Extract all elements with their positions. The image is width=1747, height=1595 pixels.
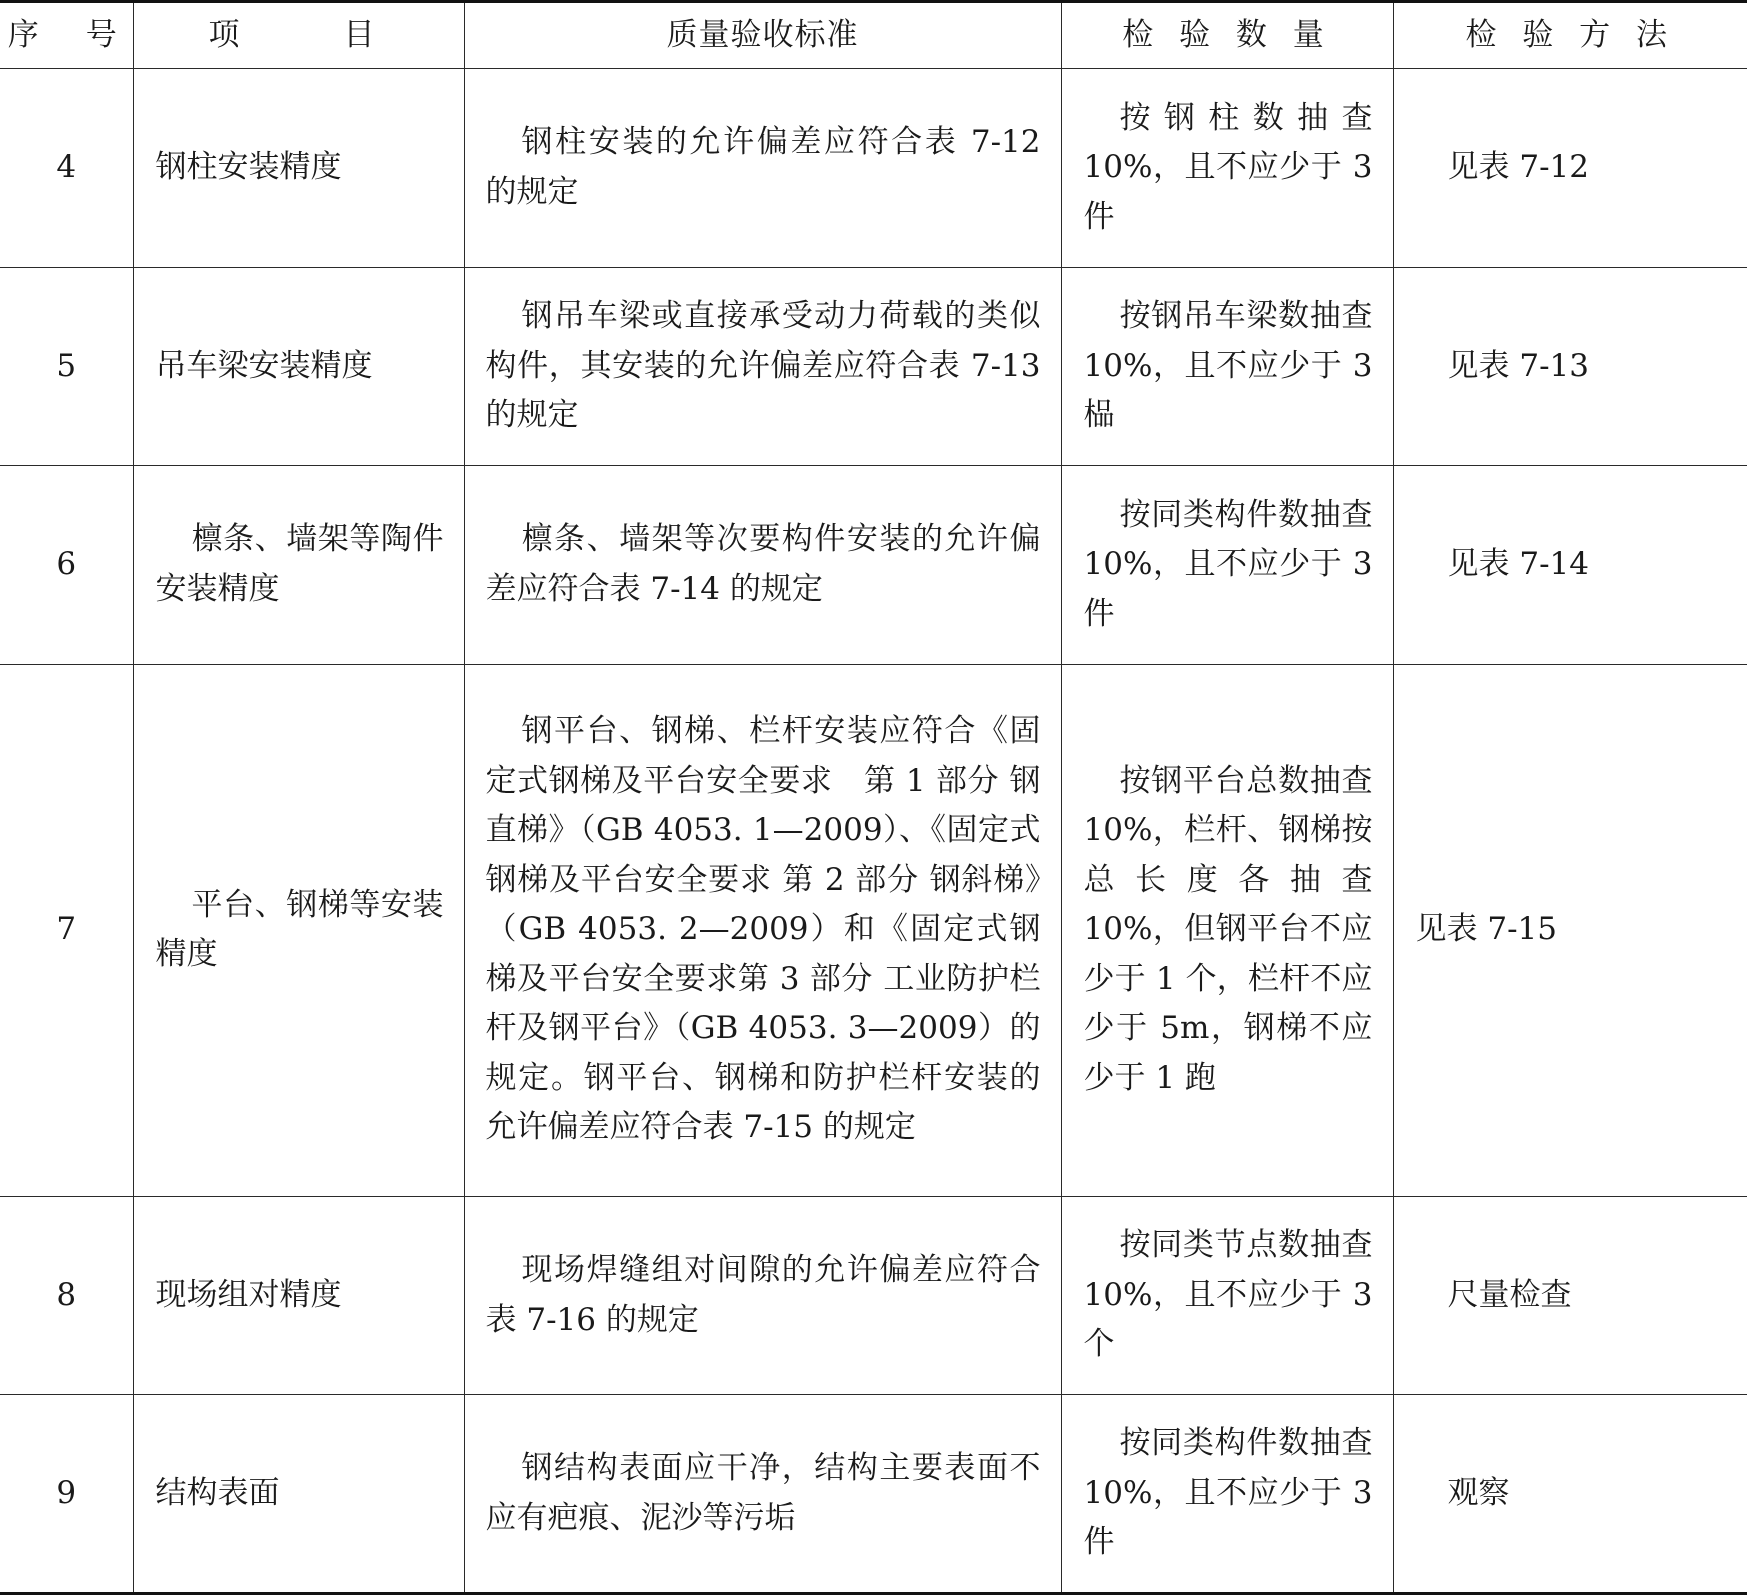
row-standard: 钢结构表面应干净，结构主要表面不应有疤痕、泥沙等污垢 [464, 1395, 1061, 1594]
row-quantity: 按同类构件数抽查 10%，且不应少于 3 件 [1061, 466, 1393, 665]
row-method: 见表 7-12 [1393, 69, 1747, 268]
table-row [0, 1196, 1747, 1395]
table-row [0, 1395, 1747, 1594]
header-quantity: 检 验 数 量 [1061, 2, 1393, 69]
row-item: 钢柱安装精度 [133, 69, 464, 268]
row-method: 见表 7-14 [1393, 466, 1747, 665]
table-row [0, 664, 1747, 1196]
header-standard: 质量验收标准 [464, 2, 1061, 69]
row-item: 檩条、墙架等陶件安装精度 [133, 466, 464, 665]
row-quantity: 按钢平台总数抽查 10%，栏杆、钢梯按总长度各抽查 10%，但钢平台不应少于 1 个，栏杆不应少于 5m，钢梯不应少于 1 跑 [1061, 664, 1393, 1196]
row-number: 4 [0, 69, 133, 268]
header-no: 序 号 [0, 2, 133, 69]
row-quantity: 按钢吊车梁数抽查 10%，且不应少于 3 榀 [1061, 267, 1393, 466]
row-quantity: 按钢柱数抽查 10%，且不应少于 3 件 [1061, 69, 1393, 268]
row-standard: 檩条、墙架等次要构件安装的允许偏差应符合表 7-14 的规定 [464, 466, 1061, 665]
row-standard: 钢平台、钢梯、栏杆安装应符合《固定式钢梯及平台安全要求 第 1 部分 钢直梯》（GB 4053. 1—2009）、《固定式钢梯及平台安全要求 第 2 部分 钢斜梯》（GB 4053. 2—2009）和《固定式钢梯及平台安全要求第 3 部分 工业防护栏杆及钢平台》（GB 4053. 3—2009）的规定。钢平台、钢梯和防护栏杆安装的允许偏差应符合表 7-15 的规定 [464, 664, 1061, 1196]
row-item: 平台、钢梯等安装精度 [133, 664, 464, 1196]
row-method: 见表 7-13 [1393, 267, 1747, 466]
row-standard: 钢柱安装的允许偏差应符合表 7-12 的规定 [464, 69, 1061, 268]
header-method: 检 验 方 法 [1393, 2, 1747, 69]
row-method: 尺量检查 [1393, 1196, 1747, 1395]
row-number: 7 [0, 664, 133, 1196]
table-row [0, 267, 1747, 466]
row-standard: 钢吊车梁或直接承受动力荷载的类似构件，其安装的允许偏差应符合表 7-13 的规定 [464, 267, 1061, 466]
row-number: 6 [0, 466, 133, 665]
row-number: 9 [0, 1395, 133, 1594]
row-quantity: 按同类节点数抽查 10%，且不应少于 3 个 [1061, 1196, 1393, 1395]
row-number: 8 [0, 1196, 133, 1395]
row-item: 结构表面 [133, 1395, 464, 1594]
table-row [0, 466, 1747, 665]
table-row [0, 69, 1747, 268]
header-item: 项 目 [133, 2, 464, 69]
table-header-row [0, 2, 1747, 69]
row-number: 5 [0, 267, 133, 466]
row-method: 观察 [1393, 1395, 1747, 1594]
row-standard: 现场焊缝组对间隙的允许偏差应符合表 7-16 的规定 [464, 1196, 1061, 1395]
row-quantity: 按同类构件数抽查 10%，且不应少于 3 件 [1061, 1395, 1393, 1594]
row-item: 吊车梁安装精度 [133, 267, 464, 466]
row-item: 现场组对精度 [133, 1196, 464, 1395]
row-method: 见表 7-15 [1393, 664, 1747, 1196]
